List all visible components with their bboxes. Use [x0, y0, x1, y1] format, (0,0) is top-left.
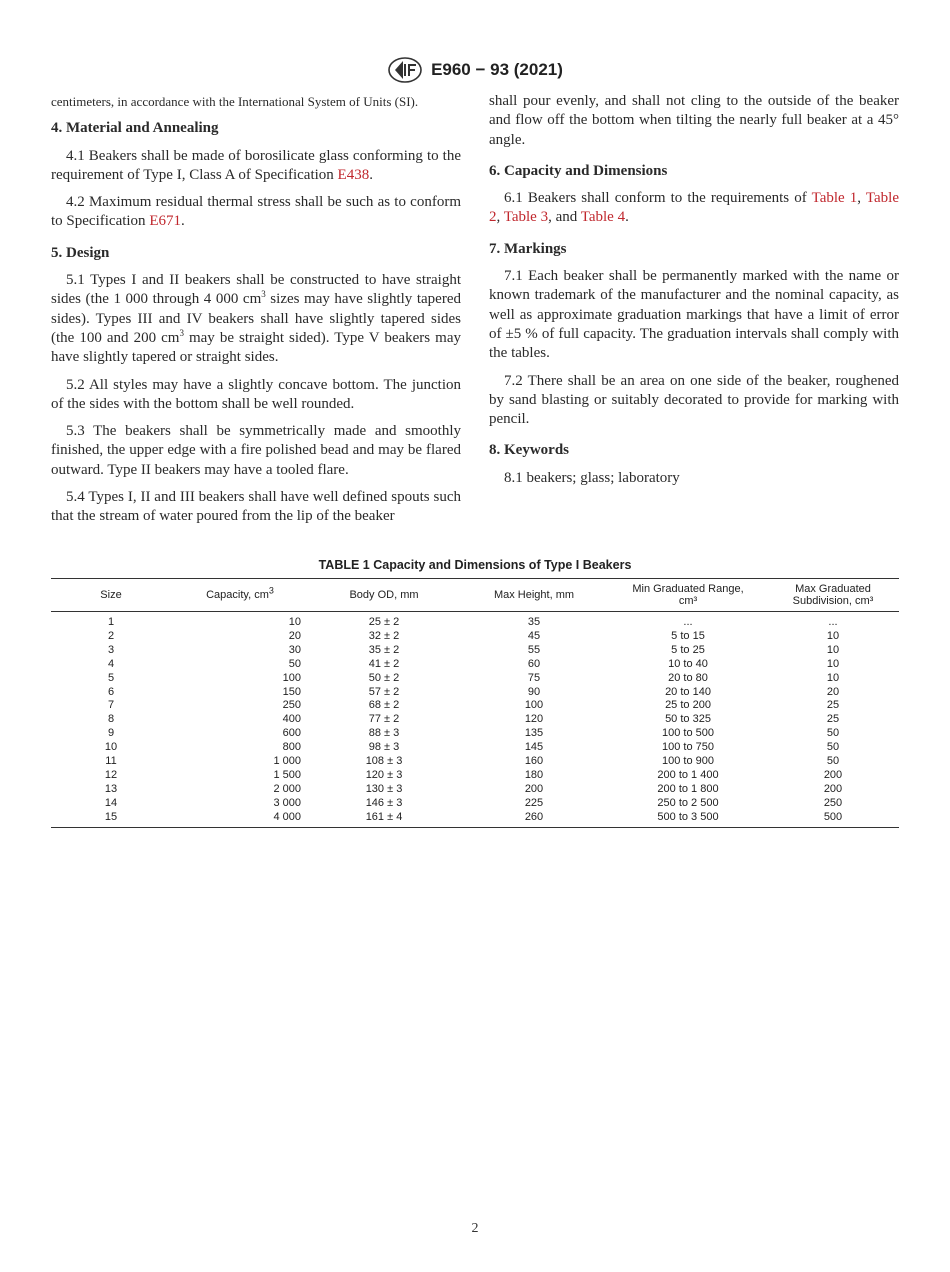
cell-size: 11: [105, 755, 117, 768]
paragraph-6-1: 6.1 Beakers shall conform to the requirements of Table 1, Table 2, Table 3, and Table 4.: [489, 190, 899, 226]
cell-min-range: 20 to 80: [668, 671, 708, 684]
cell-capacity: 1 500: [273, 768, 301, 781]
paragraph-8-1: 8.1 beakers; glass; laboratory: [504, 469, 680, 486]
cell-body-od: 57 ± 2: [368, 685, 400, 698]
cell-body-od: 35 ± 2: [368, 643, 400, 656]
cell-max-sub: 10: [826, 629, 840, 642]
astm-logo-icon: [387, 56, 423, 84]
cell-min-range: 20 to 140: [665, 685, 711, 698]
table-row: [51, 699, 899, 713]
cell-max-height: 260: [459, 811, 609, 827]
cell-max-sub: ...: [828, 616, 838, 628]
cell-max-height: 160: [524, 755, 544, 768]
cell-max-height: 200: [524, 782, 544, 795]
header-min-range: Min Graduated Range, cm³: [609, 579, 767, 612]
cell-body-od: 120 ± 3: [365, 768, 403, 781]
table-row: [51, 630, 899, 644]
left-column: [51, 92, 461, 535]
paragraph-5-1: 5.1 Types I and II beakers shall be constructed to have straight sides (the 1 000 through 4 000 $cm^3$ sizes may have slightly tapered sides). Types III and IV beakers shall have slightly tapered sides (the 100 and 200 $cm^3$ may be straight sided). Type V beakers may have slightly tapered or straight sides.: [51, 272, 461, 366]
cell-min-range: 5 to 25: [671, 643, 705, 656]
right-column: [489, 92, 899, 496]
cell-max-height: 145: [524, 741, 544, 754]
intro-tail: centimeters, in accordance with the International System of Units (SI).: [51, 94, 419, 109]
section-7-heading: 7. Markings: [489, 240, 567, 257]
link-table-2[interactable]: Table 2: [489, 190, 899, 226]
paragraph-5-4-continued: shall pour evenly, and shall not cling to the outside of the beaker and flow off the bottom when tilting the nearly full beaker at a 45° angle.: [489, 93, 899, 148]
cell-capacity: 30: [288, 643, 301, 656]
header-max-subdivision: Max Graduated Subdivision, cm³: [767, 579, 899, 612]
cell-body-od: 25 ± 2: [368, 616, 400, 628]
cell-capacity: 3 000: [273, 796, 301, 809]
cell-body-od: 88 ± 3: [368, 727, 400, 740]
cell-body-od: 68 ± 2: [368, 699, 400, 712]
cell-size: 10: [104, 741, 118, 754]
cell-capacity: 400: [282, 713, 301, 726]
cell-max-height: 55: [527, 643, 541, 656]
cell-min-range: 5 to 15: [671, 629, 705, 642]
link-e438[interactable]: E438: [337, 166, 370, 183]
table-row: [51, 713, 899, 727]
cell-body-od: 32 ± 2: [368, 629, 400, 642]
cell-capacity: 800: [282, 741, 301, 754]
cell-max-height: 135: [524, 727, 544, 740]
table-row: [51, 769, 899, 783]
table-row: [51, 686, 899, 700]
table-row: [51, 811, 899, 827]
cell-max-height: 35: [527, 616, 541, 628]
cell-size: 1: [107, 616, 115, 628]
table-row: [51, 741, 899, 755]
cell-max-sub: 25: [826, 699, 840, 712]
table-header-row: [51, 579, 899, 612]
table-row: [51, 644, 899, 658]
link-table-1[interactable]: Table 1: [811, 190, 858, 207]
cell-size: 15: [51, 811, 171, 827]
cell-capacity: 50: [288, 657, 301, 670]
cell-capacity: 4 000: [171, 811, 309, 827]
cell-body-od: 161 ± 4: [309, 811, 459, 827]
cell-min-range: 100 to 500: [662, 727, 714, 740]
section-4-heading: 4. Material and Annealing: [51, 120, 219, 137]
cell-body-od: 146 ± 3: [365, 796, 403, 809]
header-capacity: Capacity, $cm^3$: [171, 579, 309, 612]
cell-max-sub: 10: [826, 657, 840, 670]
table-row: [51, 783, 899, 797]
cell-size: 12: [104, 768, 118, 781]
header-body-od: Body OD, mm: [309, 579, 459, 612]
page-header: [0, 56, 950, 89]
cell-size: 2: [107, 629, 115, 642]
table-row: [51, 658, 899, 672]
cell-max-sub: 25: [826, 713, 840, 726]
cell-size: 5: [107, 671, 115, 684]
table-caption: TABLE 1 Capacity and Dimensions of Type I Beakers: [318, 558, 632, 572]
link-table-3[interactable]: Table 3: [503, 209, 549, 226]
cell-min-range: 25 to 200: [665, 699, 711, 712]
cell-size: 4: [107, 657, 115, 670]
cell-body-od: 77 ± 2: [368, 713, 400, 726]
cell-max-sub: 20: [826, 685, 840, 698]
cell-max-height: 90: [527, 685, 541, 698]
cell-min-range: 10 to 40: [668, 657, 708, 670]
cell-max-height: 60: [527, 657, 541, 670]
cell-min-range: 100 to 900: [662, 755, 714, 768]
paragraph-7-1: 7.1 Each beaker shall be permanently marked with the name or known trademark of the manufacturer and the nominal capacity, as well as approximate graduation markings that have a limit of error of ±5 % of full capacity. The graduation intervals shall comply with the tables.: [489, 268, 899, 362]
table-row: [51, 672, 899, 686]
cell-body-od: 130 ± 3: [365, 782, 403, 795]
paragraph-5-2: 5.2 All styles may have a slightly concave bottom. The junction of the sides with the bottom shall be well rounded.: [51, 376, 461, 412]
cell-capacity: 20: [288, 629, 301, 642]
header-size: Size: [51, 579, 171, 612]
cell-max-sub: 200: [823, 768, 843, 781]
cell-size: 9: [107, 727, 115, 740]
cell-min-range: ...: [683, 616, 693, 628]
cell-capacity: 100: [282, 671, 301, 684]
cell-size: 8: [107, 713, 115, 726]
cell-capacity: 1 000: [273, 755, 301, 768]
cell-body-od: 50 ± 2: [368, 671, 400, 684]
cell-min-range: 500 to 3 500: [609, 811, 767, 827]
paragraph-5-3: 5.3 The beakers shall be symmetrically made and smoothly finished, the upper edge with a fire polished bead and may be flared outward. Type II beakers may have a tooled flare.: [51, 423, 461, 478]
cell-max-sub: 50: [826, 741, 840, 754]
link-table-4[interactable]: Table 4: [580, 209, 626, 226]
cell-capacity: 600: [282, 727, 301, 740]
cell-body-od: 98 ± 3: [368, 741, 400, 754]
cell-min-range: 200 to 1 800: [657, 782, 719, 795]
section-8-heading: 8. Keywords: [489, 442, 569, 459]
cell-max-height: 100: [524, 699, 544, 712]
cell-max-height: 180: [524, 768, 544, 781]
cell-max-sub: 500: [767, 811, 899, 827]
cell-max-height: 75: [527, 671, 541, 684]
cell-body-od: 108 ± 3: [365, 755, 403, 768]
paragraph-7-2: 7.2 There shall be an area on one side of the beaker, roughened by sand blasting or suitably decorated to provide for marking with pencil.: [489, 372, 899, 428]
paragraph-5-4: 5.4 Types I, II and III beakers shall have well defined spouts such that the stream of water poured from the lip of the beaker: [51, 489, 461, 525]
cell-max-sub: 250: [823, 796, 843, 809]
cell-max-sub: 10: [826, 671, 840, 684]
cell-max-sub: 200: [823, 782, 843, 795]
table-row: [51, 612, 899, 630]
section-6-heading: 6. Capacity and Dimensions: [489, 162, 668, 179]
cell-size: 6: [107, 685, 115, 698]
paragraph-4-1: 4.1 Beakers shall be made of borosilicate glass conforming to the requirement of Type I, Class A of Specification E438.: [51, 147, 461, 183]
cell-size: 14: [104, 796, 118, 809]
cell-min-range: 250 to 2 500: [657, 796, 719, 809]
table-row: [51, 727, 899, 741]
cell-min-range: 50 to 325: [665, 713, 711, 726]
table-row: [51, 797, 899, 811]
cell-capacity: 2 000: [273, 782, 301, 795]
cell-max-height: 45: [527, 629, 541, 642]
section-5-heading: 5. Design: [51, 244, 110, 261]
cell-max-height: 225: [524, 796, 544, 809]
page-number: 2: [471, 1221, 479, 1236]
cell-min-range: 100 to 750: [662, 741, 714, 754]
cell-size: 7: [107, 699, 115, 712]
table-row: [51, 755, 899, 769]
cell-capacity: 250: [282, 699, 301, 712]
paragraph-4-2: 4.2 Maximum residual thermal stress shall be such as to conform to Specification E671.: [51, 194, 461, 230]
cell-capacity: 10: [288, 616, 301, 628]
header-max-height: Max Height, mm: [459, 579, 609, 612]
cell-capacity: 150: [282, 685, 301, 698]
table-body: [51, 612, 899, 828]
cell-max-height: 120: [524, 713, 544, 726]
cell-size: 3: [107, 643, 115, 656]
link-e671[interactable]: E671: [149, 213, 181, 230]
cell-size: 13: [104, 782, 118, 795]
cell-body-od: 41 ± 2: [368, 657, 400, 670]
cell-max-sub: 50: [826, 755, 840, 768]
capacity-table: [51, 578, 899, 828]
cell-max-sub: 10: [826, 643, 840, 656]
cell-max-sub: 50: [826, 727, 840, 740]
document-designation: E960 − 93 (2021): [431, 60, 563, 79]
cell-min-range: 200 to 1 400: [657, 768, 719, 781]
